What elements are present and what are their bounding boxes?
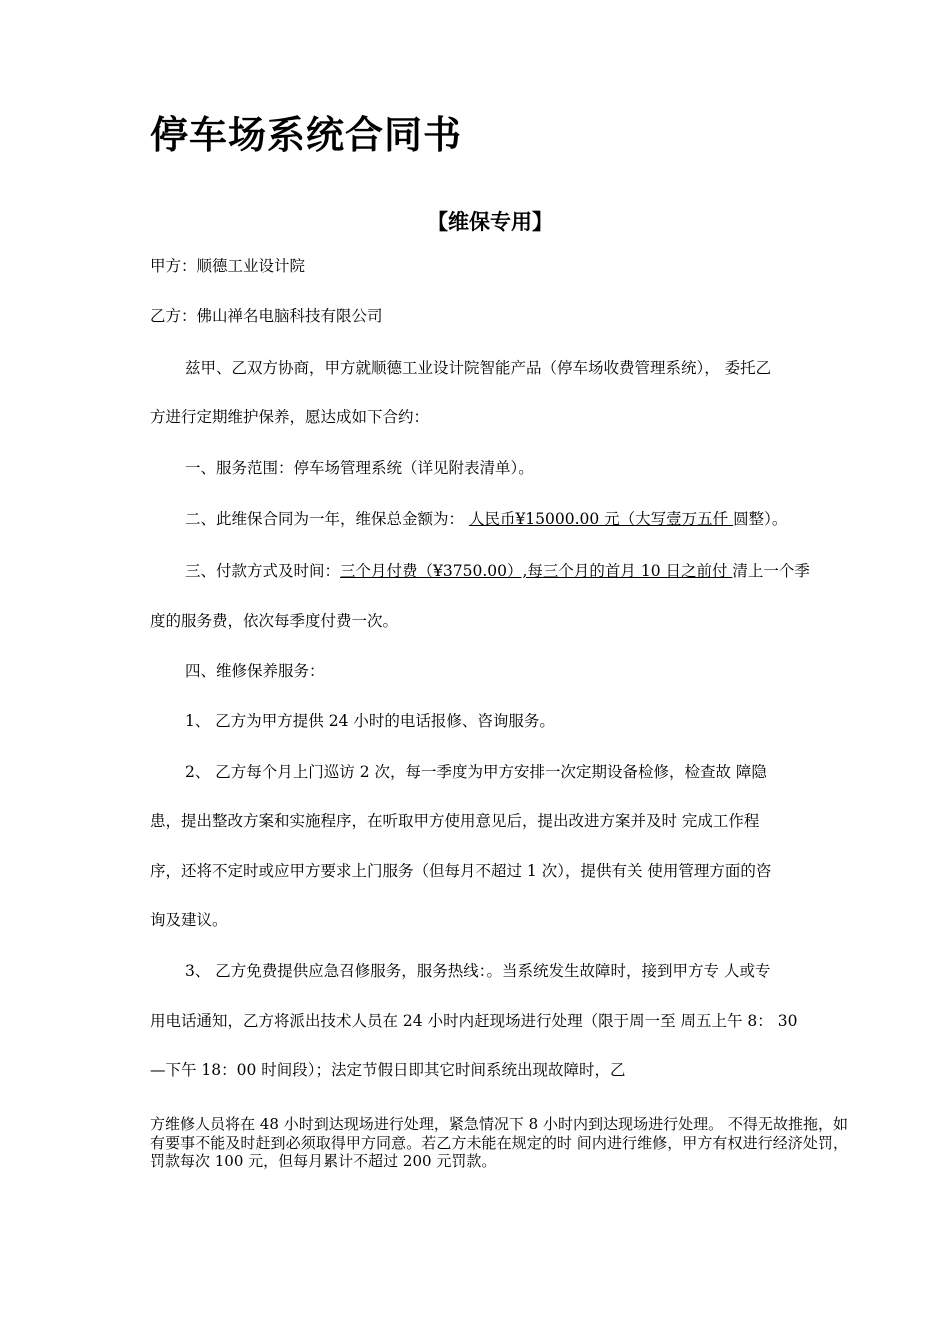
clause-4-item-3-continuation: 方维修人员将在 48 小时到达现场进行处理，紧急情况下 8 小时内到达现场进行处理。 不得无故推拖，如有要事不能及时赶到必须取得甲方同意。若乙方未能在规定的时 间内进行维修，甲方有权进行经济处罚，罚款每次 100 元，但每月累计不超过 200 元罚款。 xyxy=(150,1115,848,1170)
intro-line-2: 方进行定期维护保养，愿达成如下合约： xyxy=(150,408,430,426)
clause-4-item-2-line-4: 询及建议。 xyxy=(150,911,228,929)
intro-line-1: 兹甲、乙双方协商，甲方就顺德工业设计院智能产品（停车场收费管理系统）， 委托乙 xyxy=(185,359,772,377)
clause-4-item-2-line-2: 患，提出整改方案和实施程序，在听取甲方使用意见后，提出改进方案并及时 完成工作程 xyxy=(150,812,760,830)
clause-4-item-2-line-3: 序，还将不定时或应甲方要求上门服务（但每月不超过 1 次），提供有关 使用管理方面的咨 xyxy=(150,862,772,880)
clause-2-suffix: 圆整）。 xyxy=(733,510,788,528)
clause-2-amount: 人民币¥15000.00 元（大写壹万五仟 xyxy=(468,510,734,528)
clause-4-item-3-line-3: —下午 18：00 时间段）；法定节假日即其它时间系统出现故障时，乙 xyxy=(150,1061,626,1079)
clause-4-item-3-line-2: 用电话通知，乙方将派出技术人员在 24 小时内赶现场进行处理（限于周一至 周五上午 8： 30 xyxy=(150,1012,798,1030)
document-title: 停车场系统合同书 xyxy=(150,113,463,157)
clause-3-suffix: 清上一个季 xyxy=(732,562,810,580)
clause-4-item-1: 1、 乙方为甲方提供 24 小时的电话报修、咨询服务。 xyxy=(185,712,555,730)
clause-2-prefix: 二、此维保合同为一年，维保总金额为： xyxy=(185,510,469,528)
clause-4-item-3-line-1: 3、 乙方免费提供应急召修服务，服务热线：。当系统发生故障时，接到甲方专 人或专 xyxy=(185,962,771,980)
clause-2 xyxy=(185,509,787,529)
clause-3-line-2: 度的服务费，依次每季度付费一次。 xyxy=(150,612,399,630)
clause-4-item-2-line-1: 2、 乙方每个月上门巡访 2 次，每一季度为甲方安排一次定期设备检修，检查故 障隐 xyxy=(185,763,767,781)
clause-3-line-1 xyxy=(185,561,810,581)
clause-1: 一、服务范围：停车场管理系统（详见附表清单）。 xyxy=(185,459,534,477)
clause-4-heading: 四、维修保养服务： xyxy=(185,662,325,680)
party-b: 乙方：佛山禅名电脑科技有限公司 xyxy=(150,307,383,325)
clause-3-payment-terms: 三个月付费（¥3750.00）,每三个月的首月 10 日之前付 xyxy=(340,562,733,580)
document-subtitle: 【维保专用】 xyxy=(427,210,553,234)
clause-3-prefix: 三、付款方式及时间： xyxy=(185,562,341,580)
party-a: 甲方：顺德工业设计院 xyxy=(150,257,306,275)
